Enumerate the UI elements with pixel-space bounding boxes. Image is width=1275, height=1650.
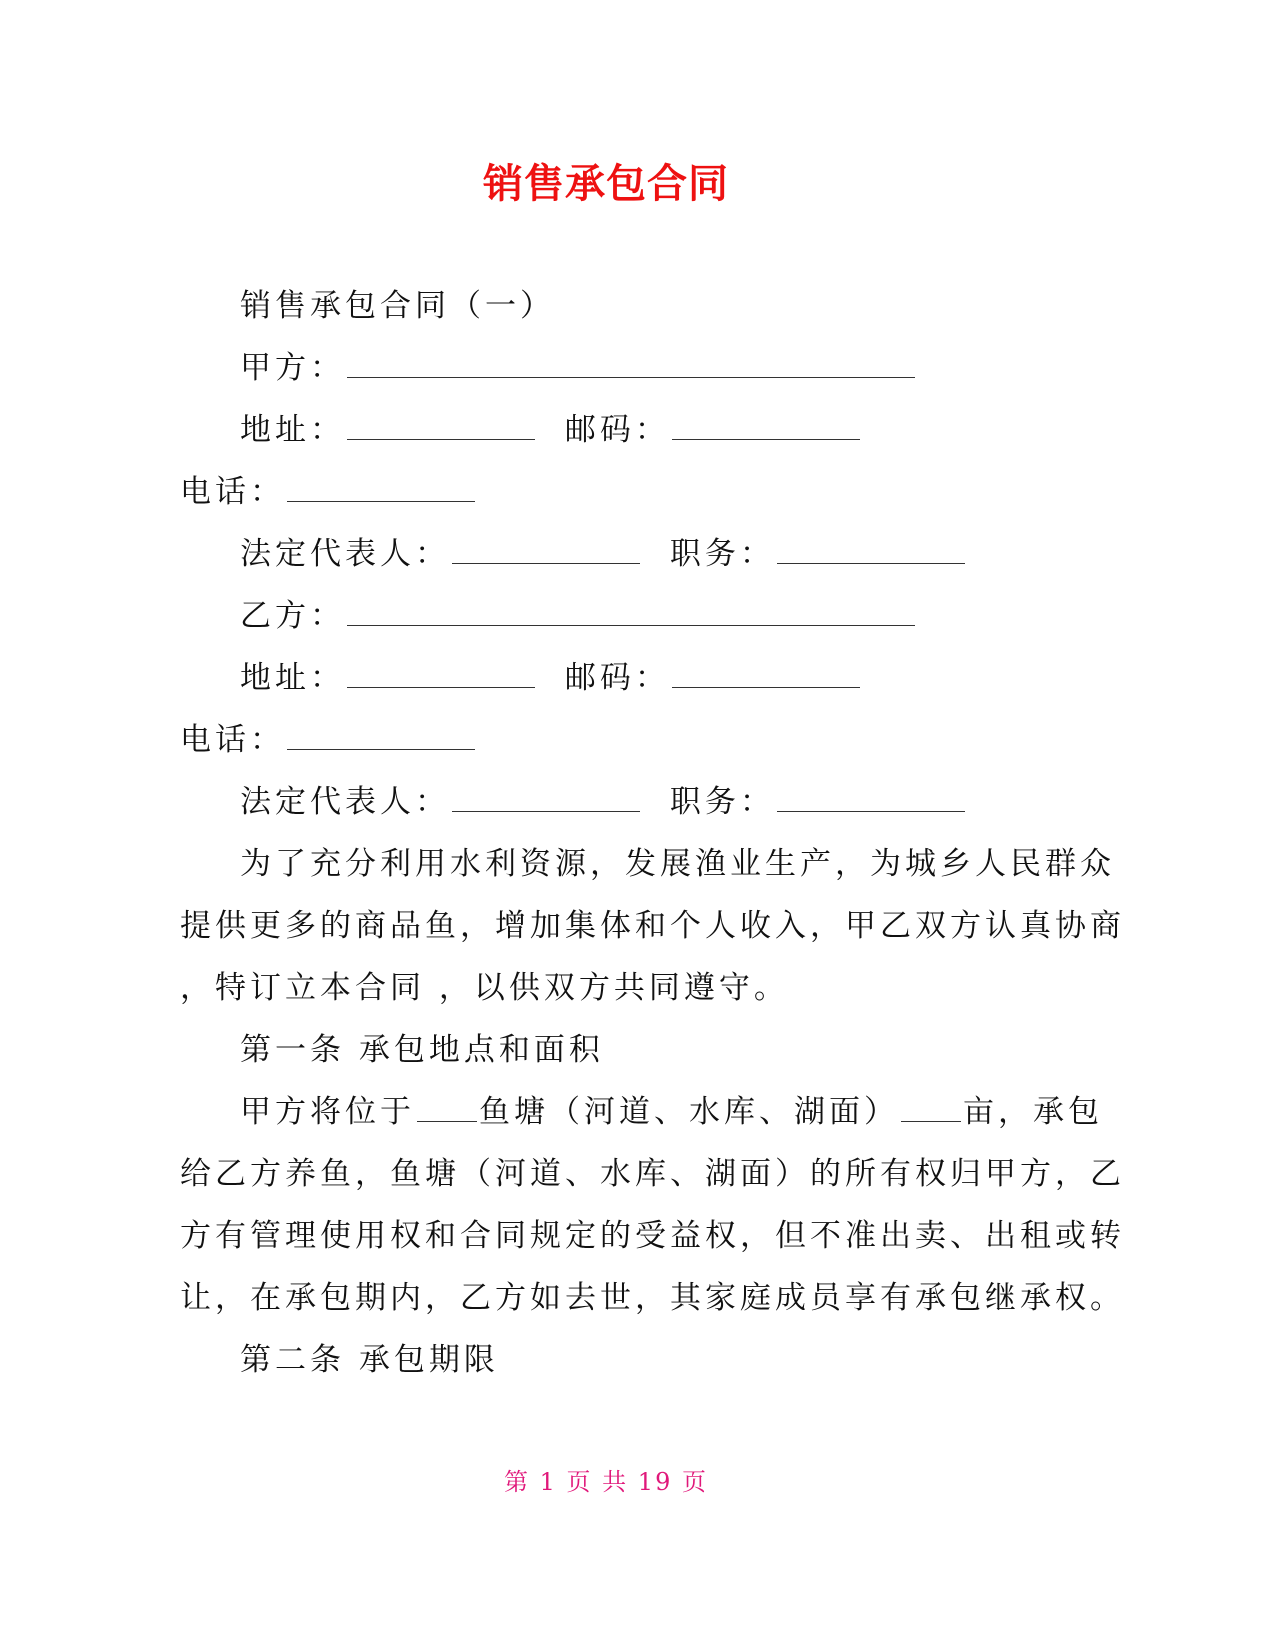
position-blank [777,805,965,812]
contract-subtitle: 销售承包合同（一） [240,288,555,324]
party-b-label: 乙方： [240,598,345,634]
party-b-phone-line [180,718,477,762]
article-1-line [240,1090,1103,1134]
article-1-line: 方有管理使用权和合同规定的受益权，但不准出卖、出租或转 [180,1218,1125,1254]
article-1-line: 让，在承包期内，乙方如去世，其家庭成员享有承包继承权。 [180,1280,1125,1316]
address-blank [347,681,535,688]
zip-blank [672,433,860,440]
phone-blank [287,743,475,750]
intro-paragraph-line: 提供更多的商品鱼，增加集体和个人收入，甲乙双方认真协商 [180,908,1125,944]
article-1-line: 给乙方养鱼，鱼塘（河道、水库、湖面）的所有权归甲方，乙 [180,1156,1125,1192]
intro-paragraph-line: 为了充分利用水利资源，发展渔业生产，为城乡人民群众 [240,846,1115,882]
position-blank [777,557,965,564]
party-b-rep-line [240,780,967,824]
location-blank [417,1115,477,1122]
position-label: 职务： [669,536,775,572]
article-1-heading: 第一条 承包地点和面积 [240,1032,604,1068]
phone-label: 电话： [180,474,285,510]
zip-label: 邮码： [564,660,670,696]
party-b-line [240,594,917,638]
legal-rep-blank [452,557,640,564]
legal-rep-label: 法定代表人： [240,536,450,572]
party-a-address-line [240,408,862,452]
intro-paragraph-line: ，特订立本合同 ，以供双方共同遵守。 [180,970,789,1006]
party-b-address-line [240,656,862,700]
page-footer: 第 1 页 共 19 页 [504,1468,708,1496]
position-label: 职务： [669,784,775,820]
document-title: 销售承包合同 [483,161,729,207]
article-1-text: 甲方将位于 [240,1094,415,1130]
legal-rep-label: 法定代表人： [240,784,450,820]
party-b-blank [347,619,915,626]
party-a-label: 甲方： [240,350,345,386]
address-label: 地址： [240,412,345,448]
address-label: 地址： [240,660,345,696]
legal-rep-blank [452,805,640,812]
article-2-heading: 第二条 承包期限 [240,1342,499,1378]
zip-blank [672,681,860,688]
area-blank [901,1115,961,1122]
phone-blank [287,495,475,502]
phone-label: 电话： [180,722,285,758]
article-1-text: 亩，承包 [963,1094,1103,1130]
zip-label: 邮码： [564,412,670,448]
party-a-line [240,346,917,390]
party-a-blank [347,371,915,378]
party-a-phone-line [180,470,477,514]
party-a-rep-line [240,532,967,576]
article-1-text: 鱼塘（河道、水库、湖面） [479,1094,899,1130]
address-blank [347,433,535,440]
